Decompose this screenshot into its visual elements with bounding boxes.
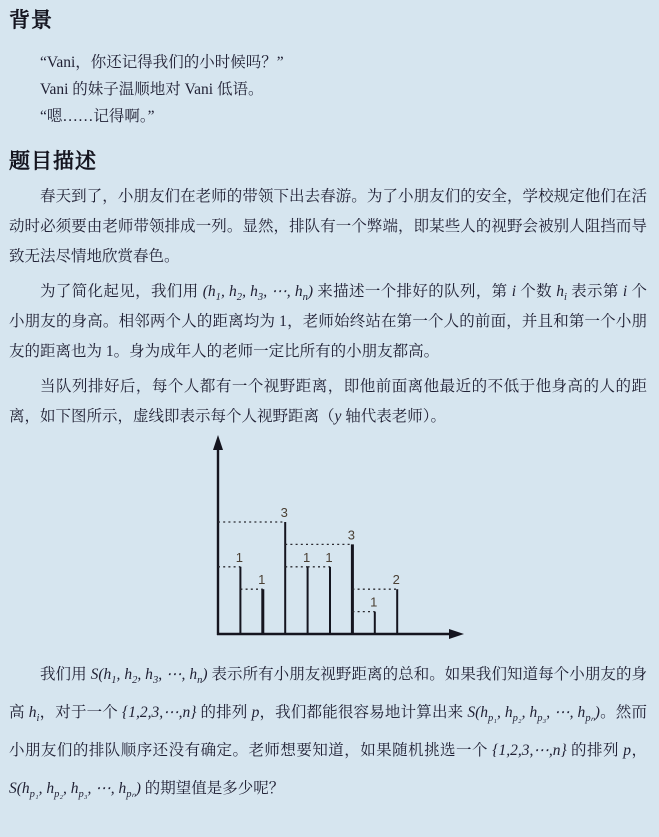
closing-paragraphs bbox=[9, 656, 647, 808]
math-inline: i bbox=[511, 283, 517, 300]
text-run: 的排列 bbox=[566, 742, 624, 759]
paragraph bbox=[9, 49, 647, 76]
background-paragraphs bbox=[9, 49, 647, 130]
math-inline: $S(h_{p_1}$, $h_{p_2}$, $h_{p_3}$, ⋯, $h_{p_n}$) bbox=[467, 704, 600, 725]
paragraph bbox=[9, 76, 647, 103]
section-heading-description: 题目描述 bbox=[9, 150, 97, 173]
text-run: 的期望值是多少呢？ bbox=[140, 780, 285, 797]
math-inline: $S(h_1$, $h_2$, $h_3$, ⋯, $h_n$) bbox=[90, 666, 208, 687]
paragraph bbox=[9, 182, 647, 272]
math-inline: {1,2,3,⋯,n} bbox=[122, 704, 197, 721]
text-run: 当队列排好后，每个人都有一个视野距离，即他前面离他最近的不低于他身高的人的距离，如下图所示，虚线即表示每个人视野距离（ bbox=[9, 378, 647, 425]
sight-label: 3 bbox=[280, 505, 288, 520]
text-run: ，对于一个 bbox=[39, 704, 123, 721]
text-run: 来描述一个排好的队列，第 bbox=[313, 283, 512, 300]
text-run: ，我们都能很容易地计算出来 bbox=[259, 704, 468, 721]
sight-label: 3 bbox=[347, 527, 356, 543]
paragraph bbox=[9, 372, 647, 432]
math-inline: ($h_1$, $h_2$, $h_3$, ⋯, $h_n$) bbox=[202, 283, 314, 304]
x-axis-arrow bbox=[449, 629, 464, 639]
text-run: Vani 的妹子温顺地对 Vani 低语。 bbox=[40, 81, 264, 98]
text-run: 我们用 bbox=[40, 666, 91, 683]
text-run: “嗯……记得啊。” bbox=[40, 108, 155, 125]
text-run: “Vani，你还记得我们的小时候吗？” bbox=[40, 54, 284, 71]
sight-label: 1 bbox=[325, 549, 333, 565]
math-inline: p bbox=[251, 704, 260, 721]
sight-label: 1 bbox=[302, 549, 311, 565]
math-inline: $h_i$ bbox=[28, 704, 40, 725]
section-heading-background: 背景 bbox=[9, 9, 53, 32]
sight-distance-figure bbox=[205, 434, 475, 653]
sight-label: 1 bbox=[258, 572, 266, 588]
text-run: 表示第 bbox=[566, 283, 623, 300]
paragraph bbox=[9, 656, 647, 808]
text-run: ， bbox=[631, 742, 647, 759]
text-run: 。然而小朋友们的排队顺序还没有确定。老师想要知道，如果随机挑选一个 bbox=[9, 704, 647, 759]
text-run: 的排列 bbox=[196, 704, 252, 721]
text-run: 春天到了，小朋友们在老师的带领下出去春游。为了小朋友们的安全，学校规定他们在活动时必须要由老师带领排成一列。显然，排队有一个弊端，即某些人的视野会被别人阻挡而导致无法尽情地欣赏春色。 bbox=[9, 188, 647, 265]
math-inline: y bbox=[334, 408, 342, 425]
y-axis-arrow bbox=[213, 435, 223, 450]
math-inline: $h_i$ bbox=[556, 283, 567, 304]
text-run: 轴代表老师）。 bbox=[341, 408, 447, 425]
paragraph bbox=[9, 103, 647, 130]
text-run: 个小朋友的身高。相邻两个人的距离均为 1，老师始终站在第一个人的前面，并且和第一个小朋友的距离也为 1。身为成年人的老师一定比所有的小朋友都高。 bbox=[9, 283, 647, 360]
math-inline: {1,2,3,⋯,n} bbox=[492, 742, 567, 759]
description-paragraphs bbox=[9, 182, 647, 432]
sight-label: 1 bbox=[370, 594, 378, 610]
text-run: 表示所有小朋友视野距离的总和。如果我们知道每个小朋友的身高 bbox=[9, 666, 647, 721]
text-run: 为了简化起见，我们用 bbox=[40, 283, 203, 300]
sight-label: 2 bbox=[392, 572, 400, 588]
math-inline: i bbox=[622, 283, 628, 300]
paragraph bbox=[9, 277, 647, 367]
math-inline: p bbox=[623, 742, 631, 759]
sight-label: 1 bbox=[235, 549, 244, 565]
text-run: 个数 bbox=[516, 283, 557, 300]
math-inline: $S(h_{p_1}$, $h_{p_2}$, $h_{p_3}$, ⋯, $h_{p_n}$) bbox=[9, 780, 141, 801]
figure-container bbox=[205, 434, 475, 653]
